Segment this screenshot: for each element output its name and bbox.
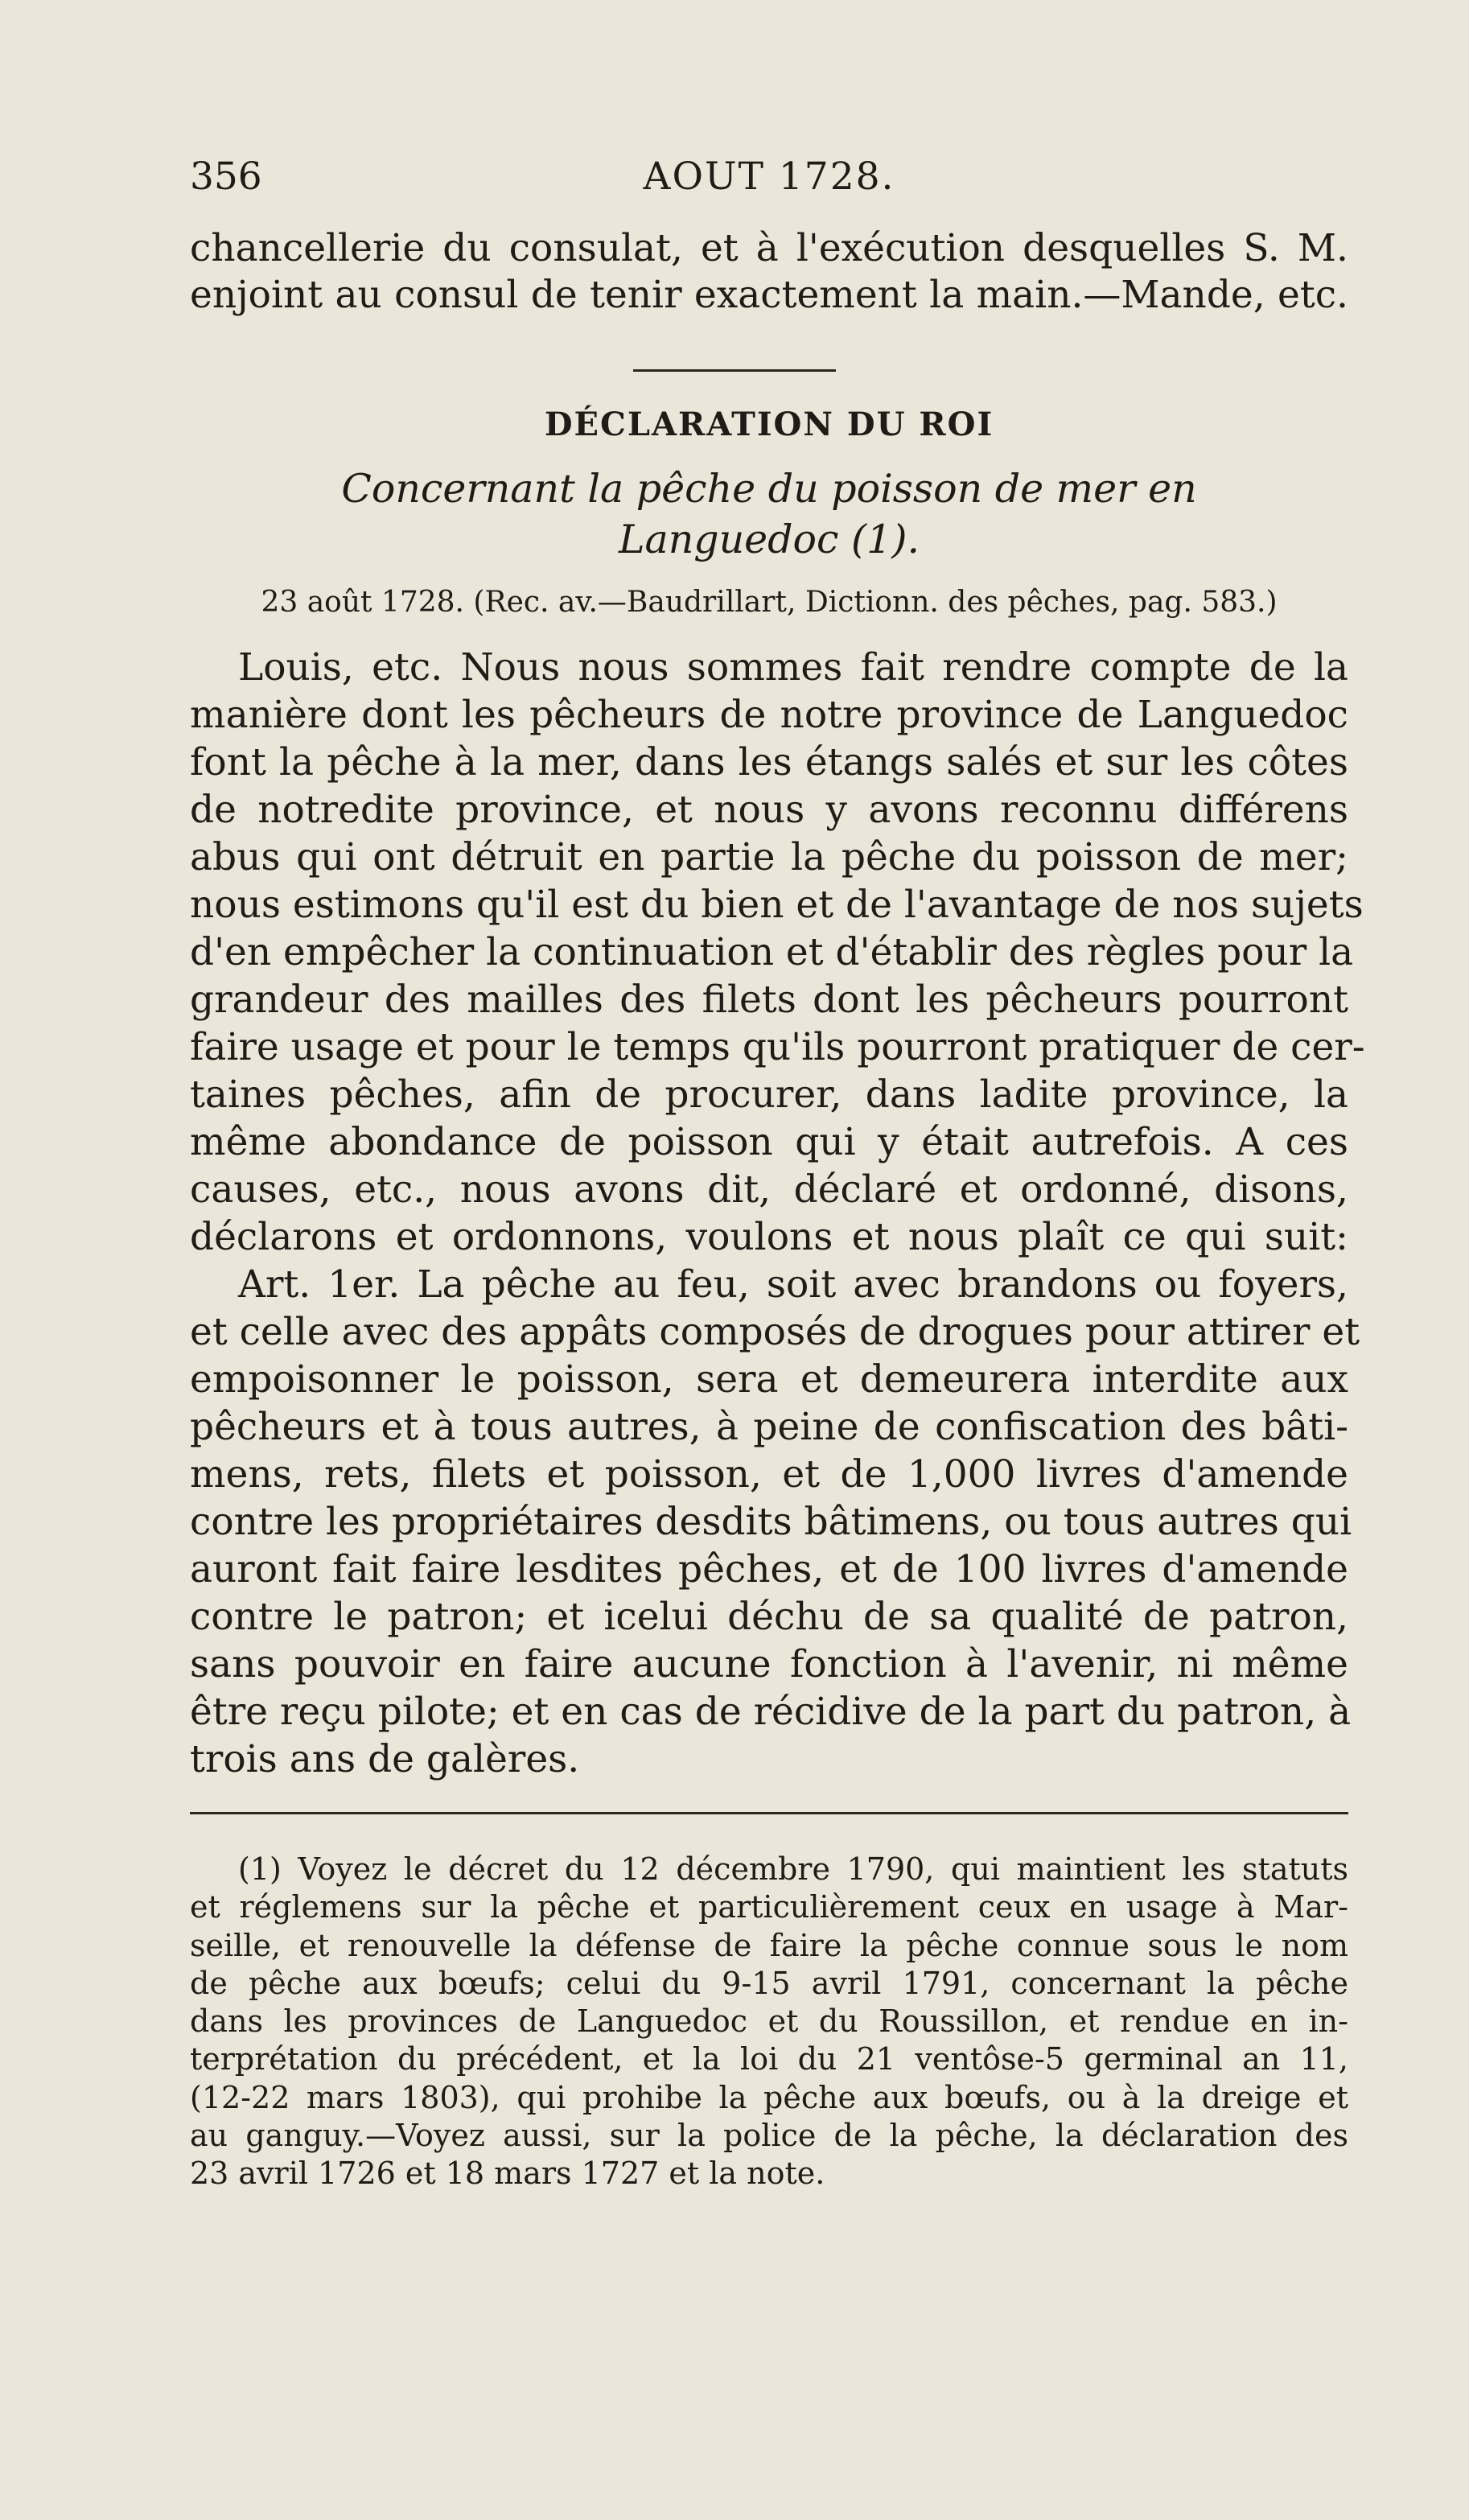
body-line: même abondance de poisson qui y était autrefois. A ces [190,1120,1348,1164]
footnote-divider [190,1812,1348,1814]
body-line: trois ans de galères. [190,1737,580,1781]
declaration-title: DÉCLARATION DU ROI [544,406,994,443]
subtitle-line: Languedoc (1). [618,517,920,562]
intro-line: enjoint au consul de tenir exactement la main.—Mande, etc. [190,272,1348,317]
footnote-line: 23 avril 1726 et 18 mars 1727 et la note. [190,2156,825,2192]
article-line: Art. 1er. La pêche au feu, soit avec brandons ou foyers, [238,1262,1348,1307]
body-line: déclarons et ordonnons, voulons et nous plaît ce qui suit: [190,1215,1348,1259]
footnote-line: de pêche aux bœufs; celui du 9-15 avril 1791, concernant la pêche [190,1965,1348,2001]
intro-line: chancellerie du consulat, et à l'exécution desquelles S. M. [190,226,1348,270]
footnote-line: seille, et renouvelle la défense de faire la pêche connue sous le nom [190,1927,1348,1963]
running-head: AOUT 1728. [643,154,895,199]
body-line: d'en empêcher la continuation et d'établir des règles pour la [190,930,1354,974]
footnote-line: dans les provinces de Languedoc et du Roussillon, et rendue en in- [190,2003,1348,2040]
body-line: être reçu pilote; et en cas de récidive de la part du patron, à [190,1690,1352,1734]
footnote-line: terprétation du précédent, et la loi du 21 ventôse-5 germinal an 11, [190,2041,1348,2077]
body-line: abus qui ont détruit en partie la pêche du poisson de mer; [190,835,1348,879]
body-line: contre le patron; et icelui déchu de sa qualité de patron, [190,1595,1348,1639]
body-line: grandeur des mailles des filets dont les pêcheurs pourront [190,978,1348,1022]
source-citation: 23 août 1728. (Rec. av.—Baudrillart, Dictionn. des pêches, pag. 583.) [261,586,1278,619]
body-line: auront fait faire lesdites pêches, et de 100 livres d'amende [190,1547,1348,1591]
body-line: contre les propriétaires desdits bâtimens, ou tous autres qui [190,1500,1352,1544]
body-line: manière dont les pêcheurs de notre province de Languedoc [190,693,1348,737]
footnote-line: et réglemens sur la pêche et particulièrement ceux en usage à Mar- [190,1889,1348,1925]
body-line: causes, etc., nous avons dit, déclaré et ordonné, disons, [190,1167,1348,1212]
body-line: taines pêches, afin de procurer, dans ladite province, la [190,1073,1348,1117]
body-line: mens, rets, filets et poisson, et de 1,000 livres d'amende [190,1452,1348,1497]
body-line: de notredite province, et nous y avons reconnu différens [190,788,1348,832]
body-line: Louis, etc. Nous nous sommes fait rendre compte de la [238,645,1348,690]
declaration-subtitle [190,463,1348,565]
body-line: font la pêche à la mer, dans les étangs salés et sur les côtes [190,740,1348,784]
page-header [190,153,1348,201]
footnote-line: (12-22 mars 1803), qui prohibe la pêche aux bœufs, ou à la dreige et [190,2079,1348,2115]
section-divider [633,369,836,372]
declaration-body [190,644,1365,1783]
page-number: 356 [190,154,262,199]
body-line: empoisonner le poisson, sera et demeurera interdite aux [190,1357,1348,1402]
footnote-line: (1) Voyez le décret du 12 décembre 1790, qui maintient les statuts [238,1851,1348,1887]
body-line: faire usage et pour le temps qu'ils pourront pratiquer de cer- [190,1025,1365,1069]
body-line: nous estimons qu'il est du bien et de l'avantage de nos sujets [190,883,1364,927]
body-line: sans pouvoir en faire aucune fonction à l'avenir, ni même [190,1642,1348,1686]
subtitle-line: Concernant la pêche du poisson de mer en [341,466,1197,512]
body-line: et celle avec des appâts composés de drogues pour attirer et [190,1310,1360,1354]
body-line: pêcheurs et à tous autres, à peine de confiscation des bâti- [190,1405,1348,1449]
intro-paragraph [190,225,1348,318]
footnote [190,1851,1348,2193]
footnote-line: au ganguy.—Voyez aussi, sur la police de la pêche, la déclaration des [190,2118,1348,2154]
